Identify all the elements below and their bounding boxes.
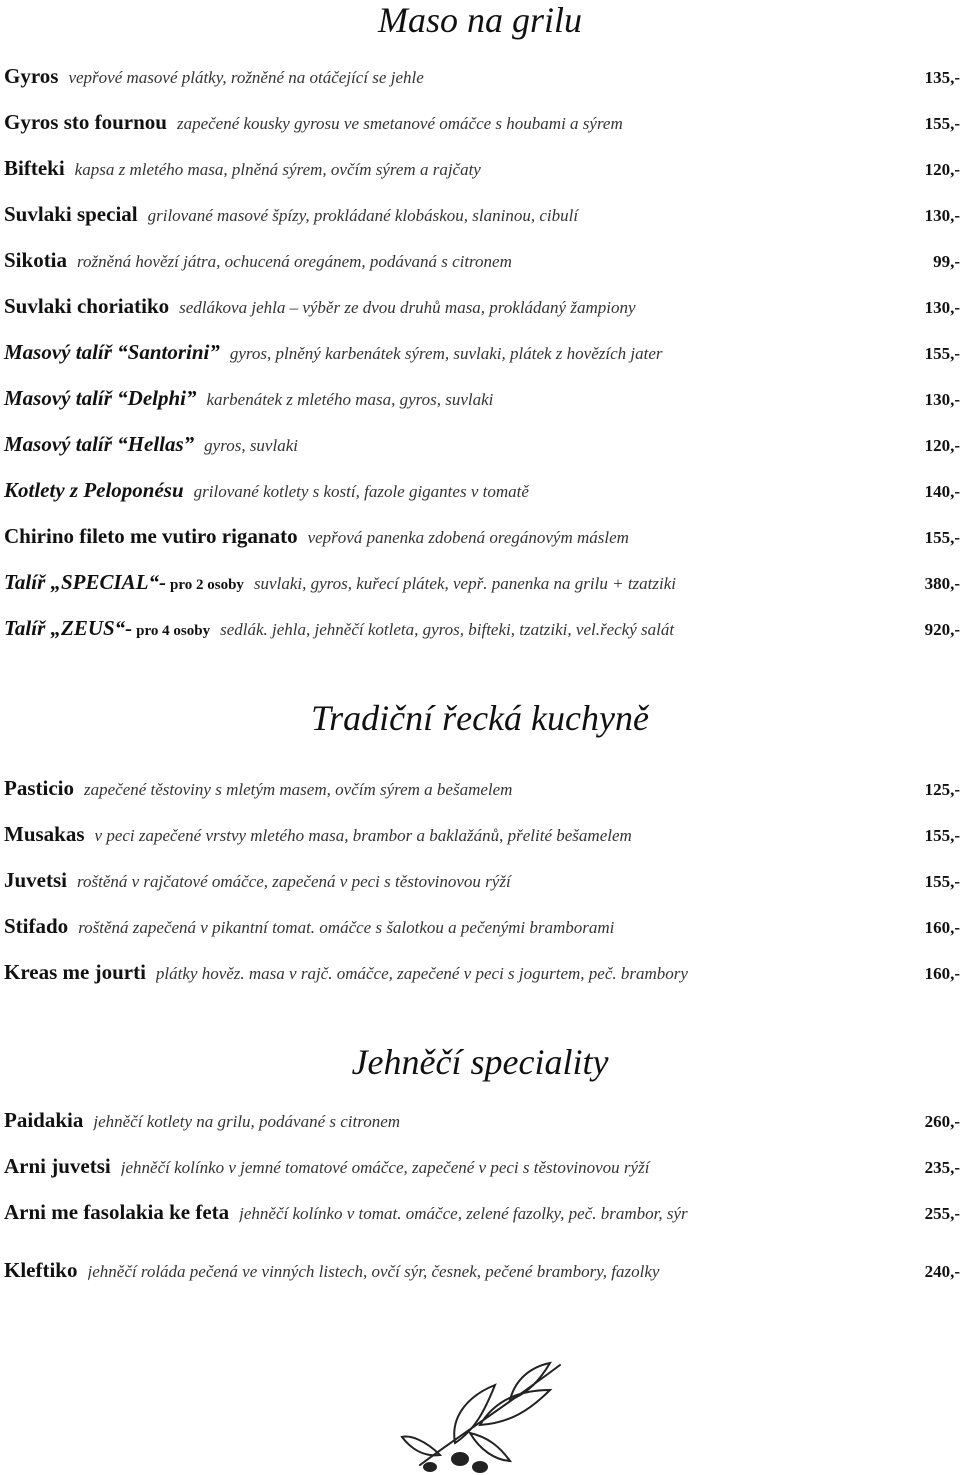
item-desc: kapsa z mletého masa, plněná sýrem, ovčím sýrem a rajčaty	[74, 160, 481, 179]
item-desc: zapečené kousky gyrosu ve smetanové omáčce s houbami a sýrem	[176, 114, 623, 133]
section-title-traditional: Tradiční řecká kuchyně	[311, 698, 649, 738]
item-desc: grilované kotlety s kostí, fazole gigantes v tomatě	[193, 482, 529, 501]
menu-item	[4, 64, 960, 96]
item-price: 380,-	[924, 574, 960, 593]
item-name: Pasticio	[4, 776, 74, 800]
item-name: Sikotia	[4, 248, 68, 272]
item-price: 155,-	[924, 872, 960, 891]
item-price: 235,-	[924, 1158, 960, 1177]
olive-branch-icon	[400, 1355, 570, 1475]
menu-item	[4, 914, 960, 946]
menu-item	[4, 386, 960, 418]
menu-item	[4, 524, 960, 556]
item-price: 160,-	[924, 918, 960, 937]
item-name: Gyros	[4, 64, 59, 88]
item-price: 155,-	[924, 826, 960, 845]
menu-item	[4, 822, 960, 854]
item-name: Kleftiko	[4, 1258, 78, 1282]
item-desc: roštěná zapečená v pikantní tomat. omáčce s šalotkou a pečenými bramborami	[78, 918, 615, 937]
item-price: 155,-	[924, 344, 960, 363]
item-desc: roštěná v rajčatové omáčce, zapečená v peci s těstovinovou rýží	[77, 872, 511, 891]
menu-item	[4, 202, 960, 234]
menu-item	[4, 1108, 960, 1140]
menu-item	[4, 478, 960, 510]
item-name: Masový talíř “Hellas”	[4, 432, 195, 456]
item-name-text: Talíř „ZEUS“-	[4, 616, 133, 640]
item-price: 99,-	[933, 252, 960, 271]
item-desc: grilované masové špízy, prokládané klobáskou, slaninou, cibulí	[147, 206, 579, 225]
item-price: 240,-	[924, 1262, 960, 1281]
item-persons: pro 2 osoby	[170, 577, 244, 593]
item-name: Juvetsi	[4, 868, 67, 892]
item-desc: suvlaki, gyros, kuřecí plátek, vepř. panenka na grilu + tzatziki	[253, 574, 676, 593]
menu-item	[4, 776, 960, 808]
item-price: 130,-	[924, 298, 960, 317]
item-name: Paidakia	[4, 1108, 84, 1132]
item-desc: sedlákova jehla – výběr ze dvou druhů masa, prokládaný žampiony	[179, 298, 636, 317]
item-price: 155,-	[924, 114, 960, 133]
menu-item	[4, 616, 960, 648]
item-price: 920,-	[924, 620, 960, 639]
item-price: 130,-	[924, 390, 960, 409]
item-name	[4, 616, 210, 641]
menu-item	[4, 248, 960, 280]
item-price: 120,-	[924, 436, 960, 455]
item-desc: v peci zapečené vrstvy mletého masa, brambor a baklažánů, přelité bešamelem	[94, 826, 632, 845]
item-name-text: Talíř „SPECIAL“-	[4, 570, 167, 594]
item-name: Suvlaki special	[4, 202, 138, 226]
item-desc: plátky hověz. masa v rajč. omáčce, zapečené v peci s jogurtem, peč. brambory	[155, 964, 688, 983]
item-name: Masový talíř “Santorini”	[4, 340, 220, 364]
item-name: Kotlety z Peloponésu	[4, 478, 184, 502]
menu-item	[4, 570, 960, 602]
item-desc: rožněná hovězí játra, ochucená oregánem, podávaná s citronem	[77, 252, 512, 271]
item-desc: jehněčí roláda pečená ve vinných listech, ovčí sýr, česnek, pečené brambory, fazolky	[87, 1262, 660, 1281]
item-name: Arni juvetsi	[4, 1154, 111, 1178]
item-desc: gyros, suvlaki	[204, 436, 298, 455]
item-price: 125,-	[924, 780, 960, 799]
item-price: 140,-	[924, 482, 960, 501]
menu-item	[4, 110, 960, 142]
item-name: Suvlaki choriatiko	[4, 294, 170, 318]
menu-item	[4, 340, 960, 372]
item-price: 120,-	[924, 160, 960, 179]
item-name: Gyros sto fournou	[4, 110, 167, 134]
item-desc: jehněčí kolínko v tomat. omáčce, zelené fazolky, peč. brambor, sýr	[239, 1204, 688, 1223]
item-desc: jehněčí kolínko v jemné tomatové omáčce, zapečené v peci s těstovinovou rýží	[120, 1158, 650, 1177]
item-name	[4, 570, 244, 595]
item-price: 260,-	[924, 1112, 960, 1131]
item-price: 255,-	[924, 1204, 960, 1223]
item-name: Kreas me jourti	[4, 960, 146, 984]
item-persons: pro 4 osoby	[136, 623, 211, 639]
item-desc: jehněčí kotlety na grilu, podávané s citronem	[93, 1112, 401, 1131]
item-price: 135,-	[924, 68, 960, 87]
item-price: 130,-	[924, 206, 960, 225]
item-name: Bifteki	[4, 156, 65, 180]
item-name: Musakas	[4, 822, 85, 846]
item-name: Arni me fasolakia ke feta	[4, 1200, 230, 1224]
menu-item	[4, 1258, 960, 1290]
menu-item	[4, 432, 960, 464]
item-desc: gyros, plněný karbenátek sýrem, suvlaki, plátek z hovězích jater	[229, 344, 663, 363]
menu-item	[4, 156, 960, 188]
item-name: Masový talíř “Delphi”	[4, 386, 197, 410]
menu-item	[4, 868, 960, 900]
menu-item	[4, 1200, 960, 1232]
menu-item	[4, 294, 960, 326]
item-desc: vepřové masové plátky, rožněné na otáčející se jehle	[68, 68, 424, 87]
item-desc: vepřová panenka zdobená oregánovým máslem	[307, 528, 629, 547]
menu-item	[4, 1154, 960, 1186]
item-name: Stifado	[4, 914, 69, 938]
item-desc: karbenátek z mletého masa, gyros, suvlaki	[206, 390, 494, 409]
item-price: 155,-	[924, 528, 960, 547]
item-name: Chirino fileto me vutiro riganato	[4, 524, 298, 548]
menu-item	[4, 960, 960, 992]
section-title-grill: Maso na grilu	[377, 0, 582, 40]
section-title-lamb: Jehněčí speciality	[351, 1042, 609, 1082]
item-desc: zapečené těstoviny s mletým masem, ovčím sýrem a bešamelem	[83, 780, 513, 799]
item-desc: sedlák. jehla, jehněčí kotleta, gyros, bifteki, tzatziki, vel.řecký salát	[220, 620, 675, 639]
item-price: 160,-	[924, 964, 960, 983]
